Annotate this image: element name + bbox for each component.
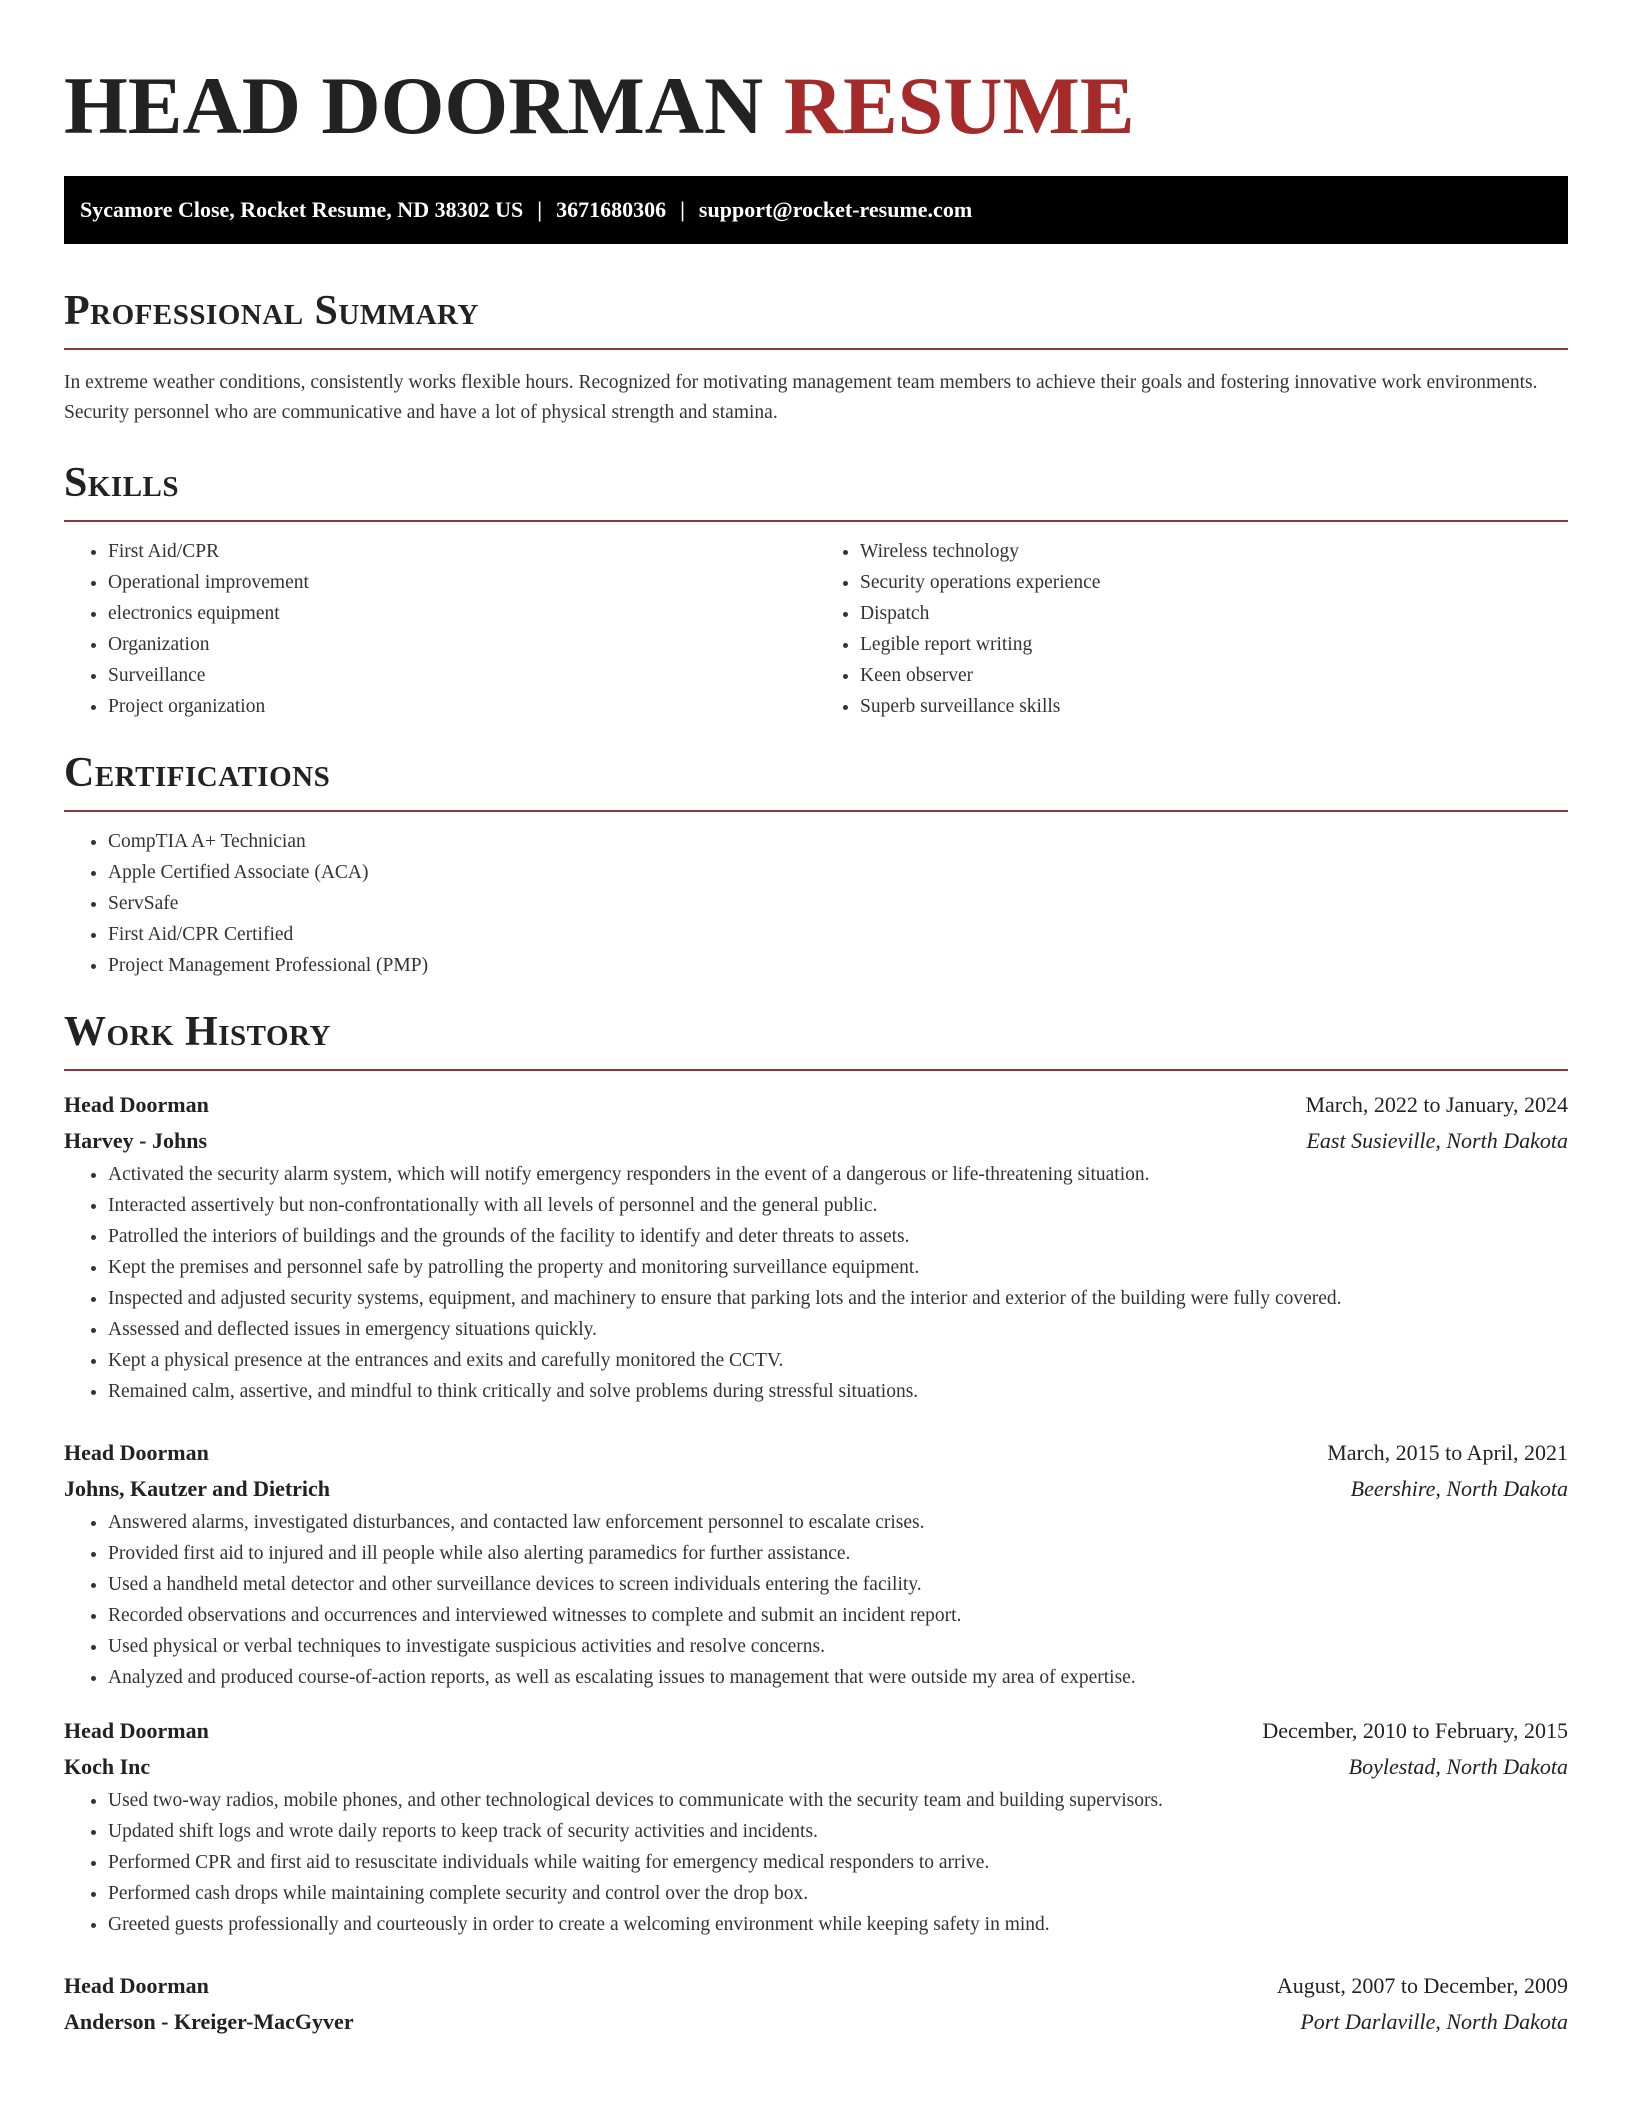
contact-separator: | (537, 197, 543, 222)
contact-email[interactable]: support@rocket-resume.com (698, 197, 973, 222)
skill-item: • Surveillance (108, 660, 816, 691)
job-header-row (64, 1435, 1568, 1471)
skill-item: • Organization (108, 629, 816, 660)
job-company-row (64, 1123, 1568, 1159)
job-duty: • Updated shift logs and wrote daily reports to keep track of security activities and incidents. (108, 1816, 1568, 1847)
skills-list-left (64, 536, 816, 722)
job-duty: • Used two-way radios, mobile phones, and other technological devices to communicate with the security team and building supervisors. (108, 1785, 1568, 1816)
job-duty: • Greeted guests professionally and courteously in order to create a welcoming environment while keeping safety in mind. (108, 1909, 1568, 1940)
job-title: Head Doorman (64, 1718, 209, 1743)
skill-item: • Superb surveillance skills (860, 691, 1568, 722)
work-history-section (64, 1007, 1568, 2040)
skill-item: • First Aid/CPR (108, 536, 816, 567)
job-duty: • Performed cash drops while maintaining complete security and control over the drop box. (108, 1878, 1568, 1909)
title-main: HEAD DOORMAN (64, 60, 764, 151)
skill-item: • Legible report writing (860, 629, 1568, 660)
job-entry (64, 1968, 1568, 2040)
section-heading-work-history: Work History (64, 1007, 1568, 1071)
job-entry (64, 1713, 1568, 1940)
job-company: Koch Inc (64, 1754, 151, 1779)
contact-phone: 3671680306 (556, 197, 667, 222)
job-duty: • Answered alarms, investigated disturbances, and contacted law enforcement personnel to escalate crises. (108, 1507, 1568, 1538)
skill-item: • Security operations experience (860, 567, 1568, 598)
job-duty: • Used a handheld metal detector and other surveillance devices to screen individuals entering the facility. (108, 1569, 1568, 1600)
certifications-section (64, 748, 1568, 981)
section-heading-summary: Professional Summary (64, 286, 1568, 350)
resume-title (64, 0, 1568, 176)
job-header-row (64, 1087, 1568, 1123)
job-duty: • Performed CPR and first aid to resuscitate individuals while waiting for emergency medical responders to arrive. (108, 1847, 1568, 1878)
job-company: Anderson - Kreiger-MacGyver (64, 2009, 354, 2034)
job-location: Beershire, North Dakota (1350, 1476, 1568, 1501)
job-title: Head Doorman (64, 1092, 209, 1117)
skill-item: • Project organization (108, 691, 816, 722)
job-company: Johns, Kautzer and Dietrich (64, 1476, 331, 1501)
certifications-list (64, 826, 1568, 981)
job-title: Head Doorman (64, 1973, 209, 1998)
job-duty: • Interacted assertively but non-confrontationally with all levels of personnel and the general public. (108, 1190, 1568, 1221)
job-duty: • Provided first aid to injured and ill people while also alerting paramedics for further assistance. (108, 1538, 1568, 1569)
skills-section (64, 458, 1568, 722)
job-duty: • Used physical or verbal techniques to investigate suspicious activities and resolve concerns. (108, 1631, 1568, 1662)
certification-item: • First Aid/CPR Certified (108, 919, 1568, 950)
job-dates: March, 2022 to January, 2024 (1305, 1092, 1568, 1117)
job-duties-list (64, 1785, 1568, 1940)
job-duty: • Recorded observations and occurrences and interviewed witnesses to complete and submit an incident report. (108, 1600, 1568, 1631)
contact-bar (64, 176, 1568, 244)
job-duty: • Patrolled the interiors of buildings and the grounds of the facility to identify and deter threats to assets. (108, 1221, 1568, 1252)
job-company-row (64, 2004, 1568, 2040)
job-company-row (64, 1749, 1568, 1785)
certification-item: • CompTIA A+ Technician (108, 826, 1568, 857)
summary-text: In extreme weather conditions, consistently works flexible hours. Recognized for motivating management team members to achieve their goals and fostering innovative work environments. Security personnel who are communicative and have a lot of physical strength and stamina. (64, 372, 1538, 423)
summary-section (64, 286, 1568, 428)
job-dates: December, 2010 to February, 2015 (1262, 1718, 1568, 1743)
job-duty: • Activated the security alarm system, which will notify emergency responders in the event of a dangerous or life-threatening situation. (108, 1159, 1568, 1190)
skill-item: • Keen observer (860, 660, 1568, 691)
job-location: Port Darlaville, North Dakota (1300, 2009, 1568, 2034)
contact-separator: | (680, 197, 685, 222)
job-company-row (64, 1471, 1568, 1507)
job-duty: • Remained calm, assertive, and mindful to think critically and solve problems during stressful situations. (108, 1376, 1568, 1407)
skills-list-right (816, 536, 1568, 722)
job-duties-list (64, 1159, 1568, 1407)
certification-item: • Project Management Professional (PMP) (108, 950, 1568, 981)
contact-address: Sycamore Close, Rocket Resume, ND 38302 US (80, 197, 524, 222)
job-duty: • Inspected and adjusted security systems, equipment, and machinery to ensure that parking lots and the interior and exterior of the building were fully covered. (108, 1283, 1568, 1314)
job-entry (64, 1087, 1568, 1407)
section-heading-skills: Skills (64, 458, 1568, 522)
certification-item: • ServSafe (108, 888, 1568, 919)
job-company: Harvey - Johns (64, 1128, 207, 1153)
section-heading-certifications: Certifications (64, 748, 1568, 812)
skill-item: • electronics equipment (108, 598, 816, 629)
job-duty: • Assessed and deflected issues in emergency situations quickly. (108, 1314, 1568, 1345)
job-duty: • Analyzed and produced course-of-action reports, as well as escalating issues to management that were outside my area of expertise. (108, 1662, 1568, 1693)
skill-item: • Operational improvement (108, 567, 816, 598)
certification-item: • Apple Certified Associate (ACA) (108, 857, 1568, 888)
job-duties-list (64, 1507, 1568, 1693)
job-header-row (64, 1968, 1568, 2004)
job-location: East Susieville, North Dakota (1306, 1128, 1568, 1153)
skill-item: • Dispatch (860, 598, 1568, 629)
job-header-row (64, 1713, 1568, 1749)
job-entry (64, 1435, 1568, 1693)
title-accent: RESUME (783, 60, 1135, 151)
job-title: Head Doorman (64, 1440, 209, 1465)
job-duty: • Kept the premises and personnel safe by patrolling the property and monitoring surveillance equipment. (108, 1252, 1568, 1283)
job-duty: • Kept a physical presence at the entrances and exits and carefully monitored the CCTV. (108, 1345, 1568, 1376)
job-location: Boylestad, North Dakota (1348, 1754, 1568, 1779)
skills-grid (64, 536, 1568, 722)
skill-item: • Wireless technology (860, 536, 1568, 567)
job-dates: March, 2015 to April, 2021 (1327, 1440, 1568, 1465)
job-dates: August, 2007 to December, 2009 (1276, 1973, 1568, 1998)
